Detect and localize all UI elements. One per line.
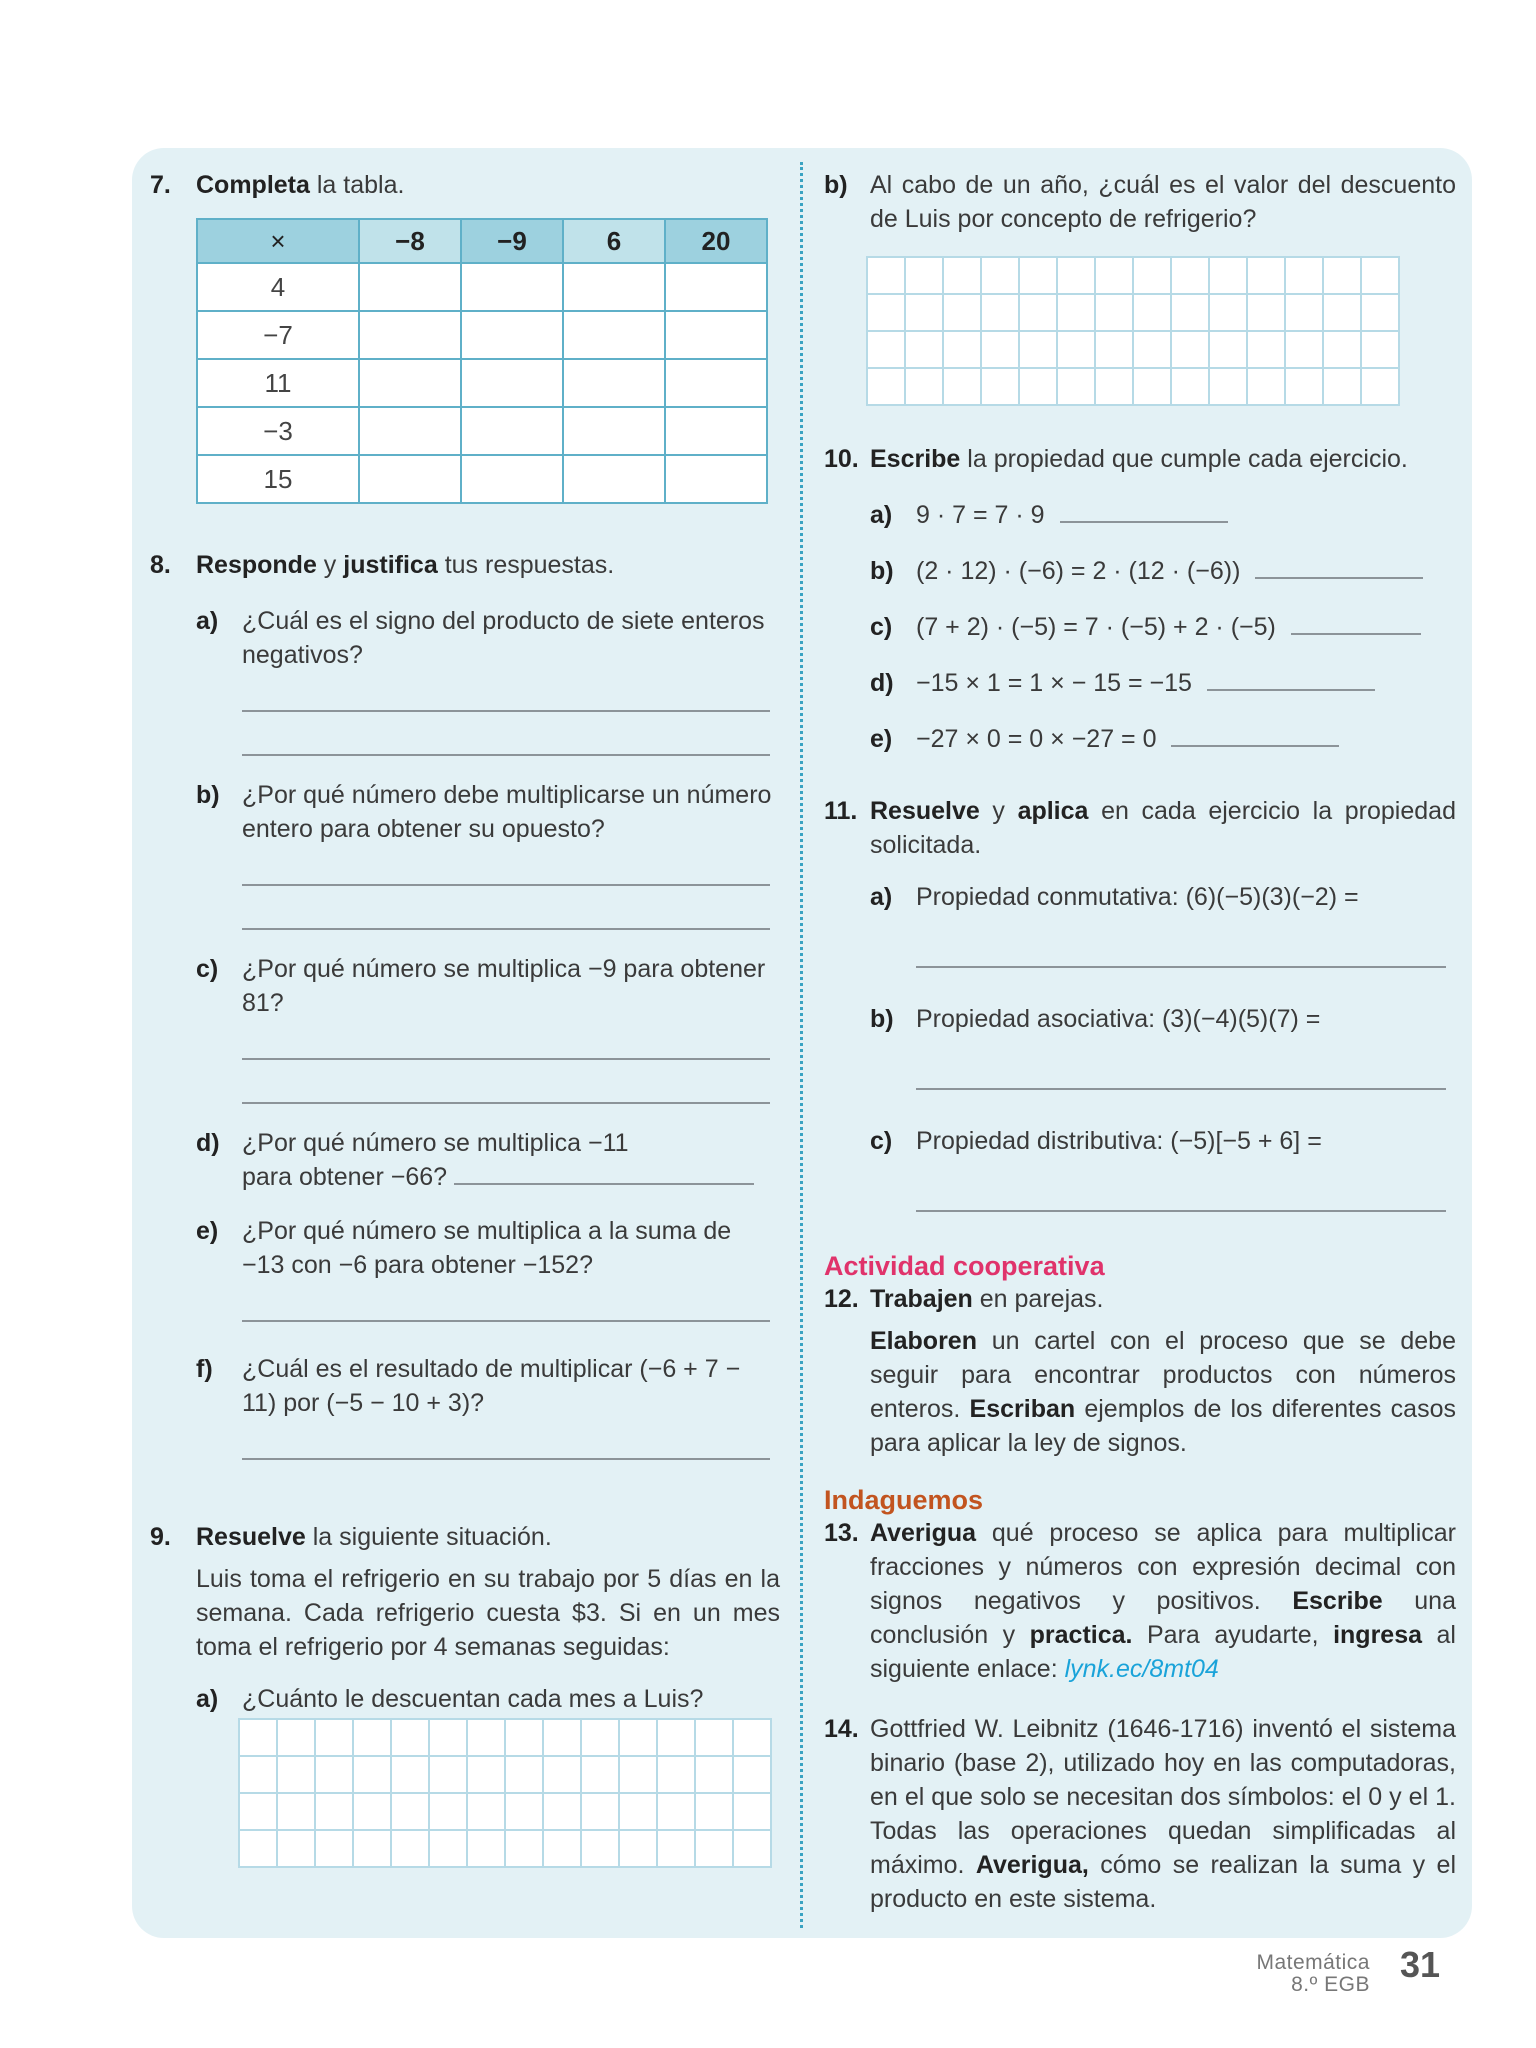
table-row	[197, 311, 767, 359]
instruction-text: la propiedad que cumple cada ejercicio.	[960, 445, 1408, 473]
grid-cell[interactable]	[468, 1831, 504, 1866]
table-answer-cell[interactable]	[665, 455, 767, 503]
grid-cell[interactable]	[696, 1757, 732, 1792]
exercise-7-heading	[150, 168, 780, 202]
table-answer-cell[interactable]	[461, 311, 563, 359]
grid-cell[interactable]	[734, 1757, 770, 1792]
table-row-header: 4	[197, 263, 359, 311]
table-answer-cell[interactable]	[359, 311, 461, 359]
instruction-verb: ingresa	[1333, 1621, 1423, 1649]
grid-cell[interactable]	[944, 258, 980, 293]
grid-cell[interactable]	[354, 1831, 390, 1866]
grid-cell[interactable]	[316, 1757, 352, 1792]
instruction-text: en cada ejercicio la propiedad solicitada.	[870, 797, 1456, 859]
grid-cell[interactable]	[982, 258, 1018, 293]
table-row-header: 15	[197, 455, 359, 503]
table-column-header: −8	[359, 219, 461, 263]
exercise-12-heading	[824, 1282, 1456, 1316]
question-text: ¿Cuál es el signo del producto de siete enteros negativos?	[242, 607, 765, 669]
grid-cell[interactable]	[1248, 295, 1284, 330]
grid-cell[interactable]	[868, 258, 904, 293]
table-answer-cell[interactable]	[665, 263, 767, 311]
question-text: ¿Cuánto le descuentan cada mes a Luis?	[242, 1685, 704, 1713]
expression: (7 + 2) · (−5) = 7 · (−5) + 2 · (−5)	[916, 613, 1276, 641]
grid-cell[interactable]	[1058, 258, 1094, 293]
grid-cell[interactable]	[1362, 295, 1398, 330]
grid-cell[interactable]	[354, 1794, 390, 1829]
table-row	[197, 455, 767, 503]
grid-cell[interactable]	[1020, 369, 1056, 404]
grid-cell[interactable]	[658, 1757, 694, 1792]
instruction-verb: Trabajen	[870, 1285, 973, 1313]
grid-cell[interactable]	[392, 1794, 428, 1829]
table-answer-cell[interactable]	[461, 455, 563, 503]
item-label: b)	[824, 171, 848, 199]
grid-cell[interactable]	[1248, 332, 1284, 367]
instruction-verb: Averigua,	[975, 1851, 1089, 1879]
grid-cell[interactable]	[392, 1720, 428, 1755]
table-answer-cell[interactable]	[665, 311, 767, 359]
grid-cell[interactable]	[1286, 369, 1322, 404]
table-answer-cell[interactable]	[563, 407, 665, 455]
grid-cell[interactable]	[506, 1757, 542, 1792]
question-text: ¿Por qué número se multiplica a la suma de −13 con −6 para obtener −152?	[242, 1217, 732, 1279]
grid-cell[interactable]	[906, 369, 942, 404]
instruction-text: en parejas.	[972, 1285, 1104, 1313]
inquiry-title: Indaguemos	[824, 1485, 984, 1515]
item-label: b)	[870, 557, 894, 585]
grid-cell[interactable]	[620, 1757, 656, 1792]
grid-cell[interactable]	[354, 1757, 390, 1792]
grid-cell[interactable]	[1362, 258, 1398, 293]
grid-cell[interactable]	[696, 1831, 732, 1866]
instruction-verb: Completa	[196, 171, 310, 199]
answer-line[interactable]	[1207, 689, 1375, 691]
grid-cell[interactable]	[906, 295, 942, 330]
exercise-number: 12.	[824, 1285, 859, 1313]
answer-line[interactable]	[242, 1058, 770, 1060]
grid-cell[interactable]	[982, 295, 1018, 330]
instruction-text: la siguiente situación.	[305, 1523, 552, 1551]
table-answer-cell[interactable]	[665, 359, 767, 407]
grid-cell[interactable]	[278, 1831, 314, 1866]
grid-cell[interactable]	[620, 1831, 656, 1866]
question-8a	[196, 604, 780, 672]
question-text: ¿Por qué número se multiplica −11	[242, 1129, 629, 1157]
page-number: 31	[1400, 1944, 1441, 1985]
instruction-verb: Elaboren	[870, 1327, 977, 1355]
exercise-text: cómo se realizan la suma y el producto en este sistema.	[870, 1851, 1456, 1913]
table-row-header: −3	[197, 407, 359, 455]
table-answer-cell[interactable]	[563, 311, 665, 359]
grid-cell[interactable]	[1248, 258, 1284, 293]
grid-cell[interactable]	[278, 1794, 314, 1829]
instruction-verb: Escribe	[870, 445, 961, 473]
grid-cell[interactable]	[278, 1720, 314, 1755]
item-label: c)	[870, 613, 893, 641]
grid-cell[interactable]	[240, 1720, 276, 1755]
table-column-header: 20	[665, 219, 767, 263]
grid-cell[interactable]	[1172, 295, 1208, 330]
answer-line[interactable]	[1171, 745, 1339, 747]
instruction-text: y	[316, 551, 344, 579]
grid-cell[interactable]	[696, 1794, 732, 1829]
answer-line[interactable]	[454, 1183, 754, 1185]
grid-cell[interactable]	[1058, 332, 1094, 367]
grid-cell[interactable]	[1020, 332, 1056, 367]
table-answer-cell[interactable]	[563, 263, 665, 311]
grid-cell[interactable]	[240, 1757, 276, 1792]
footer-subject	[1256, 1952, 1370, 1996]
table-answer-cell[interactable]	[359, 455, 461, 503]
table-column-header: 6	[563, 219, 665, 263]
exercise-9-heading	[150, 1520, 780, 1554]
answer-line[interactable]	[242, 710, 770, 712]
grid-cell[interactable]	[1210, 295, 1246, 330]
exercise-number: 13.	[824, 1519, 859, 1547]
exercise-number: 14.	[824, 1715, 859, 1743]
grid-cell[interactable]	[1362, 332, 1398, 367]
instruction-verb: practica.	[1029, 1621, 1133, 1649]
table-answer-cell[interactable]	[461, 407, 563, 455]
table-row-header: −7	[197, 311, 359, 359]
item-label: b)	[196, 781, 220, 809]
grid-cell[interactable]	[906, 332, 942, 367]
question-11b	[870, 1002, 1456, 1036]
answer-grid-9a[interactable]	[238, 1718, 772, 1868]
grid-cell[interactable]	[544, 1720, 580, 1755]
multiplication-table	[196, 218, 768, 504]
grid-cell[interactable]	[1172, 258, 1208, 293]
instruction-text: la tabla.	[309, 171, 405, 199]
grid-cell[interactable]	[582, 1720, 618, 1755]
grid-cell[interactable]	[1172, 332, 1208, 367]
grid-cell[interactable]	[544, 1757, 580, 1792]
grid-cell[interactable]	[1324, 332, 1360, 367]
item-label: a)	[196, 1685, 219, 1713]
answer-line[interactable]	[1255, 577, 1423, 579]
item-label: d)	[870, 669, 894, 697]
grid-cell[interactable]	[354, 1720, 390, 1755]
grid-cell[interactable]	[620, 1794, 656, 1829]
item-label: e)	[870, 725, 893, 753]
problem-statement: Luis toma el refrigerio en su trabajo por 5 días en la semana. Cada refrigerio cuesta $3. Si en un mes toma el refrigerio por 4 semanas seguidas:	[196, 1565, 780, 1661]
grid-cell[interactable]	[544, 1831, 580, 1866]
grid-cell[interactable]	[906, 258, 942, 293]
grid-cell[interactable]	[1324, 369, 1360, 404]
item-label: a)	[870, 501, 893, 529]
grid-cell[interactable]	[1172, 369, 1208, 404]
resource-link[interactable]: lynk.ec/8mt04	[1064, 1655, 1219, 1683]
grid-cell[interactable]	[506, 1720, 542, 1755]
grid-cell[interactable]	[1324, 295, 1360, 330]
property-10d	[870, 666, 1456, 700]
instruction-text: un cartel con el proceso que se debe seguir para encontrar productos con números enteros.	[870, 1327, 1456, 1423]
grid-cell[interactable]	[944, 295, 980, 330]
cooperative-activity-title: Actividad cooperativa	[824, 1251, 1105, 1281]
exercise-number: 10.	[824, 445, 859, 473]
instruction-verb: Resuelve	[196, 1523, 306, 1551]
instruction-text: ejemplos de los diferentes casos para aplicar la ley de signos.	[870, 1395, 1456, 1457]
instruction-verb: Averigua	[870, 1519, 977, 1547]
grid-cell[interactable]	[316, 1831, 352, 1866]
grid-cell[interactable]	[430, 1720, 466, 1755]
answer-line[interactable]	[242, 928, 770, 930]
answer-line[interactable]	[242, 1102, 770, 1104]
item-label: c)	[196, 955, 219, 983]
left-column	[150, 168, 780, 1868]
instruction-text: tus respuestas.	[437, 551, 615, 579]
question-text: Propiedad asociativa: (3)(−4)(5)(7) =	[916, 1005, 1321, 1033]
item-label: d)	[196, 1129, 220, 1157]
grid-cell[interactable]	[944, 369, 980, 404]
table-row	[197, 407, 767, 455]
answer-line[interactable]	[916, 1210, 1446, 1212]
exercise-10-heading	[824, 442, 1456, 476]
grid-cell[interactable]	[1134, 258, 1170, 293]
instruction-verb: Responde	[196, 551, 317, 579]
expression: −27 × 0 = 0 × −27 = 0	[916, 725, 1157, 753]
answer-line[interactable]	[916, 966, 1446, 968]
answer-line[interactable]	[242, 884, 770, 886]
question-text: ¿Por qué número debe multiplicarse un número entero para obtener su opuesto?	[242, 781, 772, 843]
grid-cell[interactable]	[316, 1794, 352, 1829]
table-column-header: −9	[461, 219, 563, 263]
answer-grid-9b[interactable]	[866, 256, 1400, 406]
property-10b	[870, 554, 1456, 588]
grid-cell[interactable]	[734, 1720, 770, 1755]
grid-cell[interactable]	[1134, 369, 1170, 404]
item-label: a)	[196, 607, 219, 635]
grid-cell[interactable]	[468, 1794, 504, 1829]
grid-cell[interactable]	[582, 1794, 618, 1829]
grid-cell[interactable]	[430, 1757, 466, 1792]
instruction-verb: Escribe	[1292, 1587, 1383, 1615]
property-10a	[870, 498, 1456, 532]
grid-cell[interactable]	[506, 1794, 542, 1829]
table-row	[197, 359, 767, 407]
table-answer-cell[interactable]	[461, 263, 563, 311]
instruction-verb: Resuelve	[870, 797, 980, 825]
question-11c	[870, 1124, 1456, 1158]
question-8f	[196, 1352, 780, 1420]
grid-cell[interactable]	[1286, 258, 1322, 293]
grid-cell[interactable]	[506, 1831, 542, 1866]
grid-cell[interactable]	[582, 1831, 618, 1866]
question-8b	[196, 778, 780, 846]
grid-cell[interactable]	[1362, 369, 1398, 404]
grid-cell[interactable]	[868, 332, 904, 367]
question-11a	[870, 880, 1456, 914]
table-answer-cell[interactable]	[665, 407, 767, 455]
answer-line[interactable]	[242, 1320, 770, 1322]
grid-cell[interactable]	[1058, 369, 1094, 404]
instruction-verb: aplica	[1017, 797, 1089, 825]
grid-cell[interactable]	[658, 1794, 694, 1829]
grid-cell[interactable]	[944, 332, 980, 367]
item-label: b)	[870, 1005, 894, 1033]
grid-cell[interactable]	[1286, 332, 1322, 367]
subject-name: Matemática	[1256, 1951, 1370, 1974]
grid-cell[interactable]	[1324, 258, 1360, 293]
question-8e	[196, 1214, 780, 1282]
instruction-text: y	[979, 797, 1018, 825]
exercise-text: Gottfried W. Leibnitz (1646-1716) inventó el sistema binario (base 2), utilizado hoy en las computadoras, en el que solo se necesitan dos símbolos: el 0 y el 1. Todas las operaciones quedan simplificadas al máximo.	[870, 1715, 1456, 1879]
table-answer-cell[interactable]	[563, 359, 665, 407]
item-label: c)	[870, 1127, 893, 1155]
grid-cell[interactable]	[1058, 295, 1094, 330]
grid-cell[interactable]	[620, 1720, 656, 1755]
cooperative-instructions	[870, 1324, 1456, 1460]
item-label: f)	[196, 1355, 213, 1383]
expression: (2 · 12) · (−6) = 2 · (12 · (−6))	[916, 557, 1241, 585]
question-9a	[196, 1682, 780, 1716]
instruction-text: qué proceso se aplica para multiplicar fracciones y números con expresión decimal con signos negativos y positivos.	[870, 1519, 1456, 1615]
question-text: para obtener −66?	[242, 1163, 448, 1191]
question-9b	[824, 168, 1456, 236]
exercise-number: 11.	[824, 797, 858, 825]
grid-cell[interactable]	[1210, 258, 1246, 293]
grid-cell[interactable]	[1096, 258, 1132, 293]
table-row-header: 11	[197, 359, 359, 407]
grid-cell[interactable]	[430, 1794, 466, 1829]
table-answer-cell[interactable]	[359, 263, 461, 311]
property-10c	[870, 610, 1456, 644]
table-row	[197, 263, 767, 311]
grid-cell[interactable]	[1210, 369, 1246, 404]
question-text: ¿Cuál es el resultado de multiplicar (−6 + 7 − 11) por (−5 − 10 + 3)?	[242, 1355, 741, 1417]
grid-cell[interactable]	[734, 1831, 770, 1866]
grid-cell[interactable]	[1096, 295, 1132, 330]
table-answer-cell[interactable]	[359, 359, 461, 407]
table-corner-times: ×	[197, 219, 359, 263]
expression: −15 × 1 = 1 × − 15 = −15	[916, 669, 1192, 697]
instruction-verb: Escriban	[969, 1395, 1076, 1423]
grid-cell[interactable]	[696, 1720, 732, 1755]
grid-cell[interactable]	[240, 1831, 276, 1866]
instruction-verb: justifica	[343, 551, 438, 579]
grid-cell[interactable]	[1134, 332, 1170, 367]
table-header-row	[197, 219, 767, 263]
right-column	[824, 168, 1456, 1916]
grid-cell[interactable]	[430, 1831, 466, 1866]
grid-cell[interactable]	[582, 1757, 618, 1792]
property-10e	[870, 722, 1456, 756]
grid-cell[interactable]	[1134, 295, 1170, 330]
grid-cell[interactable]	[1096, 369, 1132, 404]
exercise-number: 7.	[150, 171, 171, 199]
grid-cell[interactable]	[1210, 332, 1246, 367]
answer-line[interactable]	[916, 1088, 1446, 1090]
grid-cell[interactable]	[392, 1757, 428, 1792]
grid-cell[interactable]	[392, 1831, 428, 1866]
exercise-14	[824, 1712, 1456, 1916]
answer-line[interactable]	[242, 1458, 770, 1460]
grid-cell[interactable]	[240, 1794, 276, 1829]
table-answer-cell[interactable]	[461, 359, 563, 407]
grid-cell[interactable]	[1286, 295, 1322, 330]
grid-cell[interactable]	[1096, 332, 1132, 367]
grid-cell[interactable]	[1020, 258, 1056, 293]
grid-cell[interactable]	[868, 369, 904, 404]
table-answer-cell[interactable]	[359, 407, 461, 455]
grid-cell[interactable]	[982, 369, 1018, 404]
exercise-13	[824, 1516, 1456, 1686]
instruction-text: al siguiente enlace:	[870, 1621, 1456, 1683]
expression: 9 · 7 = 7 · 9	[916, 501, 1045, 529]
question-8d	[196, 1126, 780, 1194]
grid-cell[interactable]	[734, 1794, 770, 1829]
instruction-text: Para ayudarte,	[1132, 1621, 1334, 1649]
table-answer-cell[interactable]	[563, 455, 665, 503]
answer-line[interactable]	[1060, 521, 1228, 523]
answer-line[interactable]	[242, 754, 770, 756]
column-divider	[800, 162, 803, 1928]
exercise-number: 8.	[150, 551, 171, 579]
grid-cell[interactable]	[982, 332, 1018, 367]
question-text: Propiedad distributiva: (−5)[−5 + 6] =	[916, 1127, 1322, 1155]
grid-cell[interactable]	[544, 1794, 580, 1829]
exercise-11-heading	[824, 794, 1456, 862]
grid-cell[interactable]	[316, 1720, 352, 1755]
answer-line[interactable]	[1291, 633, 1421, 635]
grid-cell[interactable]	[658, 1831, 694, 1866]
question-text: Al cabo de un año, ¿cuál es el valor del descuento de Luis por concepto de refrigerio?	[870, 171, 1456, 233]
grade-level: 8.º EGB	[1291, 1973, 1370, 1996]
grid-cell[interactable]	[1248, 369, 1284, 404]
question-text: Propiedad conmutativa: (6)(−5)(3)(−2) =	[916, 883, 1359, 911]
item-label: a)	[870, 883, 893, 911]
exercise-8-heading	[150, 548, 780, 582]
grid-cell[interactable]	[468, 1757, 504, 1792]
item-label: e)	[196, 1217, 219, 1245]
grid-cell[interactable]	[658, 1720, 694, 1755]
exercise-number: 9.	[150, 1523, 171, 1551]
question-8c	[196, 952, 780, 1020]
grid-cell[interactable]	[868, 295, 904, 330]
grid-cell[interactable]	[468, 1720, 504, 1755]
grid-cell[interactable]	[1020, 295, 1056, 330]
instruction-text: una conclusión y	[870, 1587, 1456, 1649]
question-text: ¿Por qué número se multiplica −9 para obtener 81?	[242, 955, 766, 1017]
grid-cell[interactable]	[278, 1757, 314, 1792]
